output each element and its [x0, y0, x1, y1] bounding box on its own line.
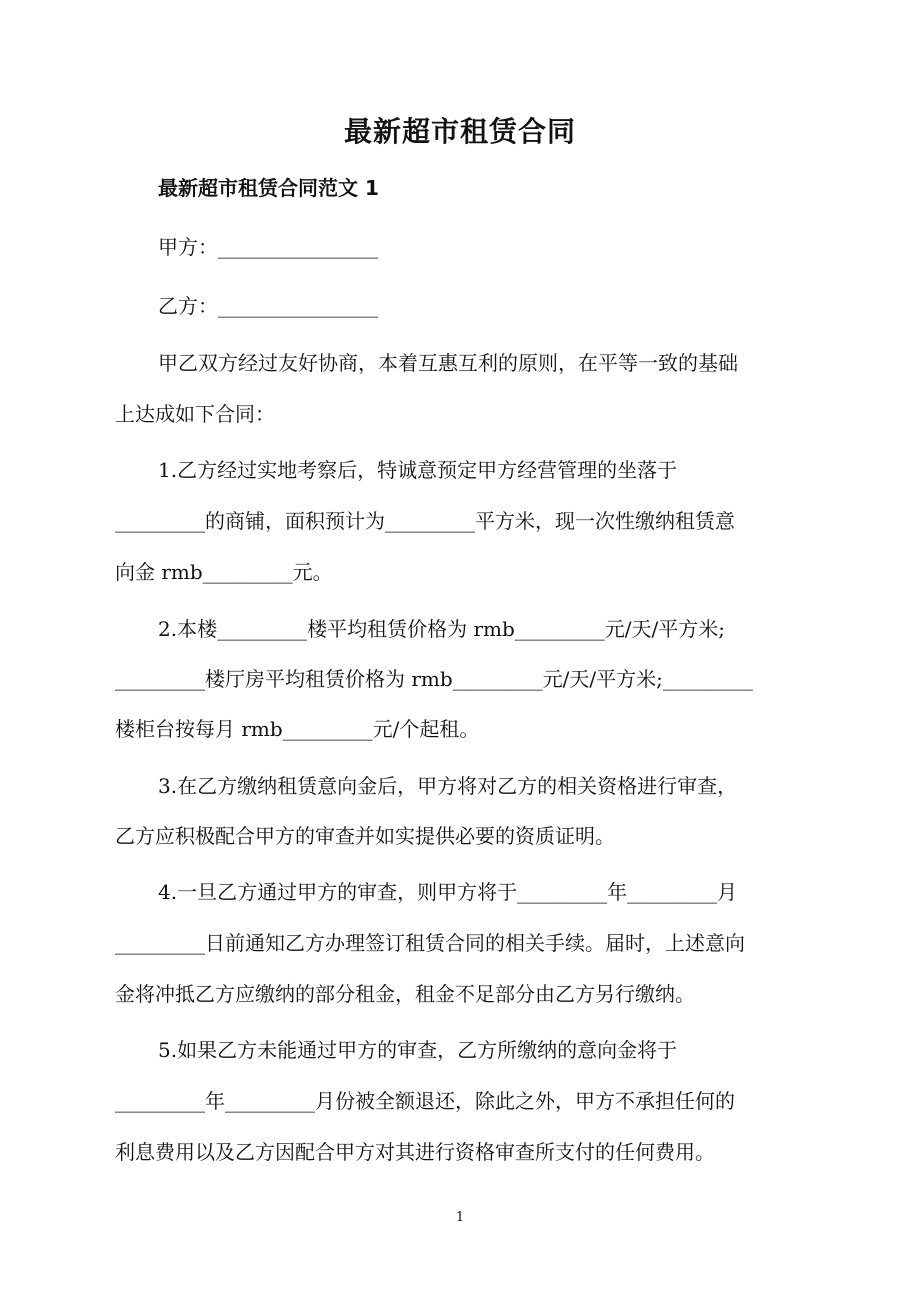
clause-2-line: 2.本楼_________楼平均租赁价格为 rmb_________元/天/平方米;: [158, 617, 725, 641]
clause-1-line: 向金 rmb_________元。: [115, 560, 333, 584]
page-number: 1: [455, 1210, 465, 1225]
text-line: 上达成如下合同：: [115, 402, 275, 426]
document-title: 最新超市租赁合同: [343, 115, 576, 148]
clause-4-line: 4.一旦乙方通过甲方的审查，则甲方将于_________年_________月: [158, 880, 738, 904]
clause-5-line: _________年_________月份被全额退还，除此之外，甲方不承担任何的: [115, 1089, 735, 1113]
clause-1-line: _________的商铺，面积预计为_________平方米，现一次性缴纳租赁意: [115, 509, 735, 533]
clause-4-line: _________日前通知乙方办理签订租赁合同的相关手续。届时，上述意向: [115, 931, 745, 955]
party-b-line: 乙方：________________: [158, 294, 378, 318]
clause-2-line: 楼柜台按每月 rmb_________元/个起租。: [115, 717, 480, 741]
text-line: 甲乙双方经过友好协商，本着互惠互利的原则，在平等一致的基础: [158, 351, 738, 375]
clause-3-line: 3.在乙方缴纳租赁意向金后，甲方将对乙方的相关资格进行审查，: [158, 774, 738, 798]
clause-1-line: 1.乙方经过实地考察后，特诚意预定甲方经营管理的坐落于: [158, 458, 678, 482]
section-heading: 最新超市租赁合同范文 1: [158, 176, 379, 200]
clause-4-line: 金将冲抵乙方应缴纳的部分租金，租金不足部分由乙方另行缴纳。: [115, 982, 695, 1006]
party-a-line: 甲方：________________: [158, 235, 378, 259]
clause-2-line: _________楼厅房平均租赁价格为 rmb_________元/天/平方米;_________: [115, 667, 753, 691]
clause-5-line: 5.如果乙方未能通过甲方的审查，乙方所缴纳的意向金将于: [158, 1038, 678, 1062]
clause-3-line: 乙方应积极配合甲方的审查并如实提供必要的资质证明。: [115, 824, 615, 848]
clause-5-line: 利息费用以及乙方因配合甲方对其进行资格审查所支付的任何费用。: [115, 1140, 715, 1164]
